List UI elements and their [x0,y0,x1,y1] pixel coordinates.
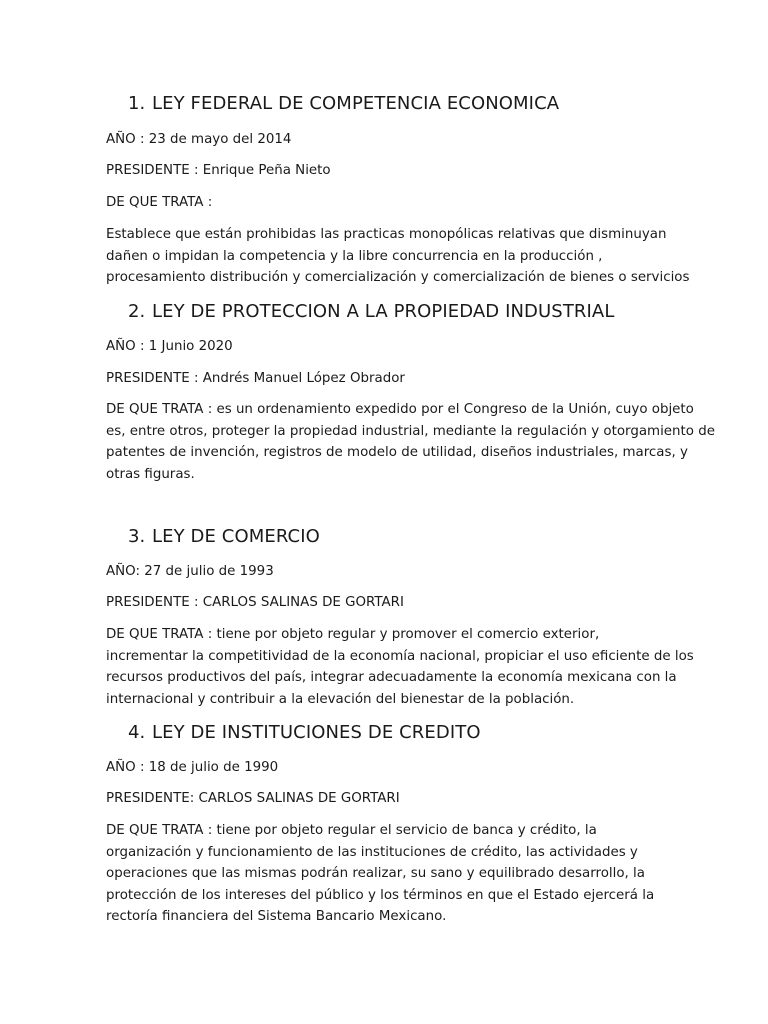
description-line: DE QUE TRATA : es un ordenamiento expedido por el Congreso de la Unión, cuyo objeto [106,402,694,417]
description-line: otras figuras. [106,466,195,482]
section-number: 4. [128,722,146,743]
section-3-description [106,624,694,710]
description-line: es, entre otros, proteger la propiedad industrial, mediante la regulación y otorgamiento de [106,423,715,439]
section-title: LEY DE INSTITUCIONES DE CREDITO [152,722,481,743]
section-4-description [106,820,666,928]
section-1-heading [128,92,559,116]
description-line: protección de los intereses del público y los términos en que el Estado ejercerá la [106,887,655,903]
description-line: rectoría financiera del Sistema Bancario Mexicano. [106,909,447,925]
description-line: patentes de invención, registros de modelo de utilidad, diseños industriales, marcas, y [106,445,688,461]
section-title: LEY DE PROTECCION A LA PROPIEDAD INDUSTRIAL [152,301,615,322]
description-line: DE QUE TRATA : tiene por objeto regular y promover el comercio exterior, [106,627,600,642]
section-2-heading [128,300,614,324]
description-line: incrementar la competitividad de la economía nacional, propiciar el uso eficiente de los [106,648,694,664]
section-3-anio: AÑO: 27 de julio de 1993 [106,564,274,579]
description-line: DE QUE TRATA : tiene por objeto regular el servicio de banca y crédito, la [106,823,597,838]
section-1-de-que-trata: DE QUE TRATA : [106,195,213,210]
section-2-presidente: PRESIDENTE : Andrés Manuel López Obrador [106,371,405,386]
section-4-heading [128,721,481,745]
description-line: recursos productivos del país, integrar adecuadamente la economía mexicana con la [106,670,677,686]
section-1-presidente: PRESIDENTE : Enrique Peña Nieto [106,163,331,178]
section-4-anio: AÑO : 18 de julio de 1990 [106,760,279,775]
description-line: organización y funcionamiento de las instituciones de crédito, las actividades y [106,844,638,860]
description-line: Establece que están prohibidas las practicas monopólicas relativas que disminuyan [106,227,667,242]
section-4-presidente: PRESIDENTE: CARLOS SALINAS DE GORTARI [106,791,400,806]
section-number: 2. [128,301,146,322]
description-line: operaciones que las mismas podrán realizar, su sano y equilibrado desarrollo, la [106,866,645,882]
section-title: LEY DE COMERCIO [152,526,320,547]
section-1-anio: AÑO : 23 de mayo del 2014 [106,132,292,147]
description-line: dañen o impidan la competencia y la libre concurrencia en la producción , [106,248,603,264]
description-line: procesamiento distribución y comercialización y comercialización de bienes o servicios [106,270,690,286]
section-2-anio: AÑO : 1 Junio 2020 [106,339,233,354]
section-1-description [106,224,690,289]
section-number: 3. [128,526,146,547]
section-title: LEY FEDERAL DE COMPETENCIA ECONOMICA [152,93,560,114]
section-3-presidente: PRESIDENTE : CARLOS SALINAS DE GORTARI [106,595,404,610]
section-number: 1. [128,93,146,114]
description-line: internacional y contribuir a la elevación del bienestar de la población. [106,691,575,707]
section-2-description [106,399,715,485]
section-3-heading [128,525,320,549]
